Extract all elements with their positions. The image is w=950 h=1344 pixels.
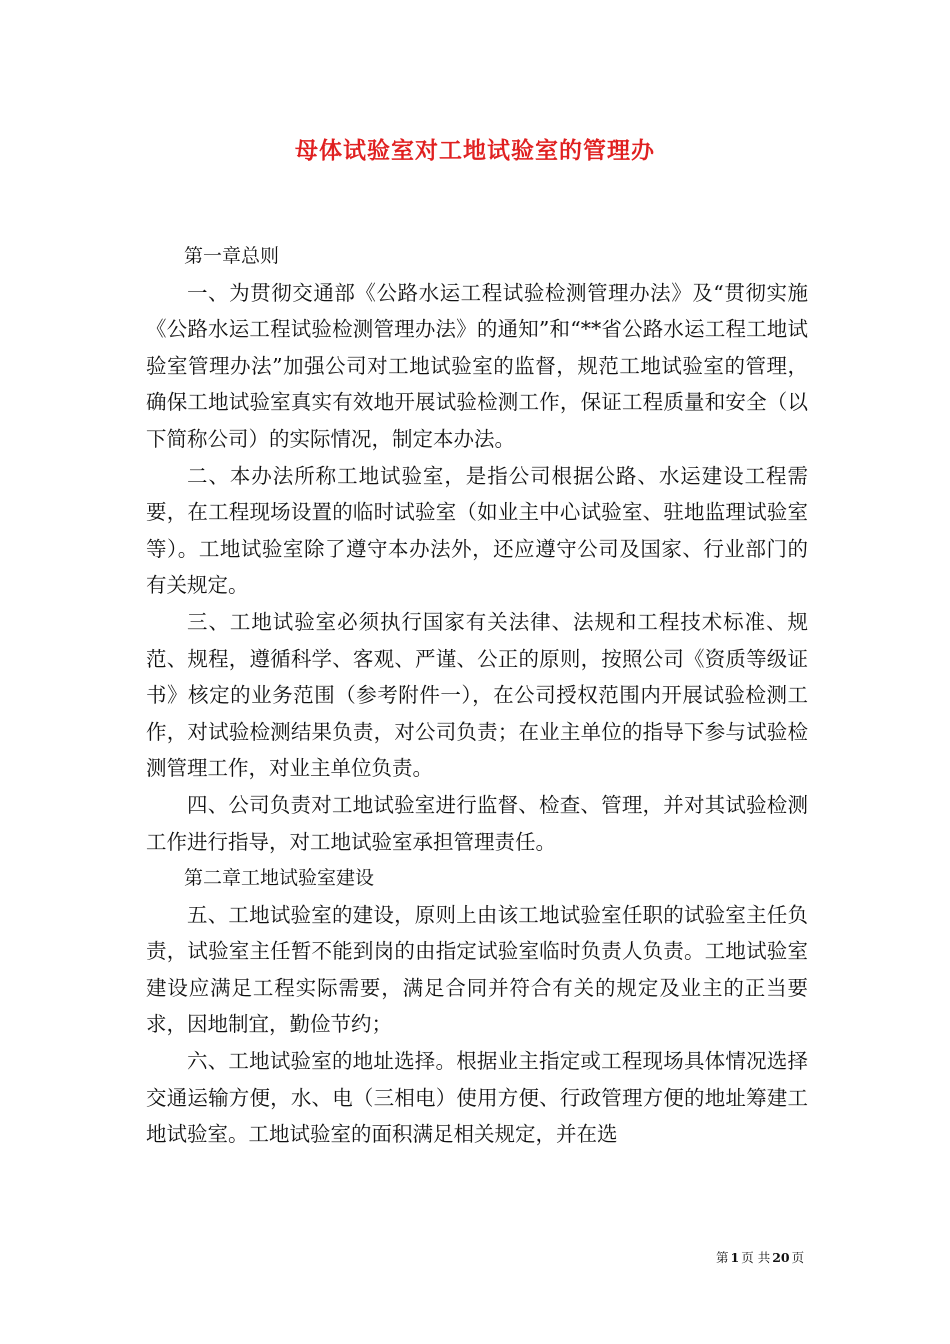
paragraph: 二、本办法所称工地试验室，是指公司根据公路、水运建设工程需要，在工程现场设置的临时试验室（如业主中心试验室、驻地监理试验室等）。工地试验室除了遵守本办法外，还应遵守公司及国家、行业部门的有关规定。	[146, 463, 808, 598]
document-title: 母体试验室对工地试验室的管理办	[295, 137, 655, 164]
paragraph: 五、工地试验室的建设，原则上由该工地试验室任职的试验室主任负责，试验室主任暂不能到岗的由指定试验室临时负责人负责。工地试验室建设应满足工程实际需要，满足合同并符合有关的规定及业主的正当要求，因地制宜，勤俭节约；	[146, 902, 808, 1037]
current-page-number: 1	[730, 1250, 740, 1265]
page-number-footer	[716, 1248, 804, 1266]
paragraph: 一、为贯彻交通部《公路水运工程试验检测管理办法》及“贯彻实施《公路水运工程试验检测管理办法》的通知”和“**省公路水运工程工地试验室管理办法”加强公司对工地试验室的监督，规范工地试验室的管理，确保工地试验室真实有效地开展试验检测工作，保证工程质量和安全（以下简称公司）的实际情况，制定本办法。	[146, 280, 808, 451]
footer-middle: 页 共	[741, 1250, 771, 1265]
paragraph: 三、工地试验室必须执行国家有关法律、法规和工程技术标准、规范、规程，遵循科学、客观、严谨、公正的原则，按照公司《资质等级证书》核定的业务范围（参考附件一），在公司授权范围内开展试验检测工作，对试验检测结果负责，对公司负责；在业主单位的指导下参与试验检测管理工作，对业主单位负责。	[146, 609, 808, 781]
paragraph: 六、工地试验室的地址选择。根据业主指定或工程现场具体情况选择交通运输方便，水、电（三相电）使用方便、行政管理方便的地址筹建工地试验室。工地试验室的面积满足相关规定，并在选	[146, 1049, 808, 1147]
paragraph: 四、公司负责对工地试验室进行监督、检查、管理，并对其试验检测工作进行指导，对工地试验室承担管理责任。	[146, 792, 808, 854]
document-body	[146, 238, 808, 1153]
chapter-heading: 第二章工地试验室建设	[184, 867, 375, 890]
footer-prefix: 第	[716, 1250, 729, 1265]
total-pages-number: 20	[772, 1250, 790, 1265]
footer-suffix: 页	[791, 1250, 805, 1265]
chapter-heading: 第一章总则	[184, 245, 280, 267]
